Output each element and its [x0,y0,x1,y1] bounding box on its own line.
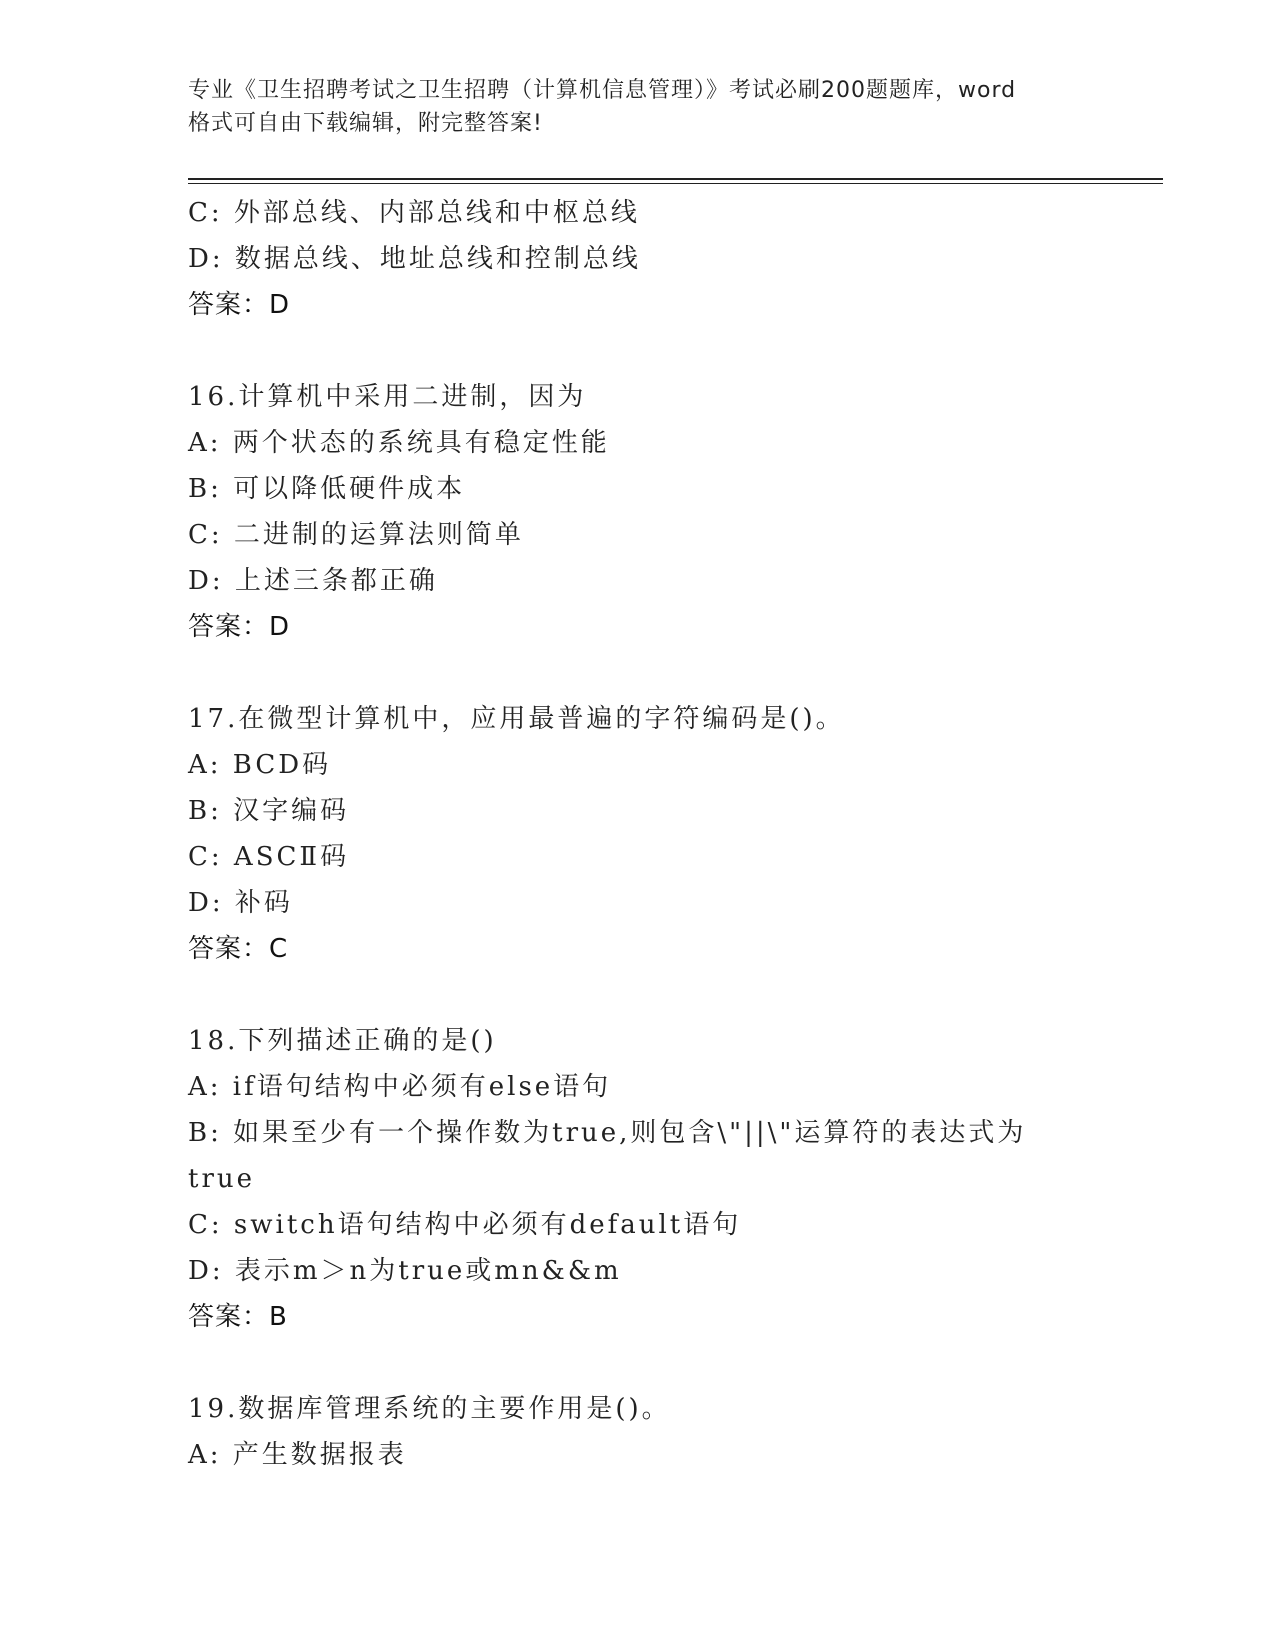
header-title-line-2: 格式可自由下载编辑，附完整答案! [188,111,543,136]
option-c: C: ASCⅡ码 [188,842,350,872]
question-list [188,190,1163,1478]
question-stem: 17.在微型计算机中，应用最普遍的字符编码是()。 [188,704,845,734]
answer-line: 答案：D [188,290,291,320]
option-d: D: 数据总线、地址总线和控制总线 [188,244,641,274]
question-stem: 18.下列描述正确的是() [188,1026,497,1056]
question-16 [188,374,1163,650]
option-c: C: 二进制的运算法则简单 [188,520,524,550]
option-a: A: BCD码 [188,750,332,780]
answer-line: 答案：D [188,612,291,642]
option-a: A: if语句结构中必须有else语句 [188,1072,612,1102]
option-a: A: 产生数据报表 [188,1440,407,1470]
header-divider-thick [188,178,1163,180]
option-a: A: 两个状态的系统具有稳定性能 [188,428,610,458]
previous-question-tail [188,190,1163,328]
question-19 [188,1386,1163,1478]
option-b: B: 汉字编码 [188,796,350,826]
option-d: D: 上述三条都正确 [188,566,438,596]
answer-line: 答案：B [188,1302,288,1332]
spacer [188,972,1163,1018]
option-d: D: 补码 [188,888,293,918]
option-d: D: 表示m＞n为true或mn&&m [188,1256,622,1286]
spacer [188,328,1163,374]
spacer [188,650,1163,696]
spacer [188,1340,1163,1386]
answer-line: 答案：C [188,934,289,964]
option-c: C: switch语句结构中必须有default语句 [188,1210,742,1240]
option-b: B: 可以降低硬件成本 [188,474,466,504]
option-b-continued: true [188,1164,256,1194]
question-18 [188,1018,1163,1340]
option-c: C: 外部总线、内部总线和中枢总线 [188,198,640,228]
header-title-line-1: 专业《卫生招聘考试之卫生招聘（计算机信息管理）》考试必刷200题题库，word [188,78,1017,103]
question-stem: 19.数据库管理系统的主要作用是()。 [188,1394,671,1424]
question-17 [188,696,1163,972]
question-stem: 16.计算机中采用二进制，因为 [188,382,587,412]
document-header [188,74,1108,140]
option-b: B: 如果至少有一个操作数为true,则包含\"||\"运算符的表达式为 [188,1118,1027,1148]
header-divider-thin [188,183,1163,184]
